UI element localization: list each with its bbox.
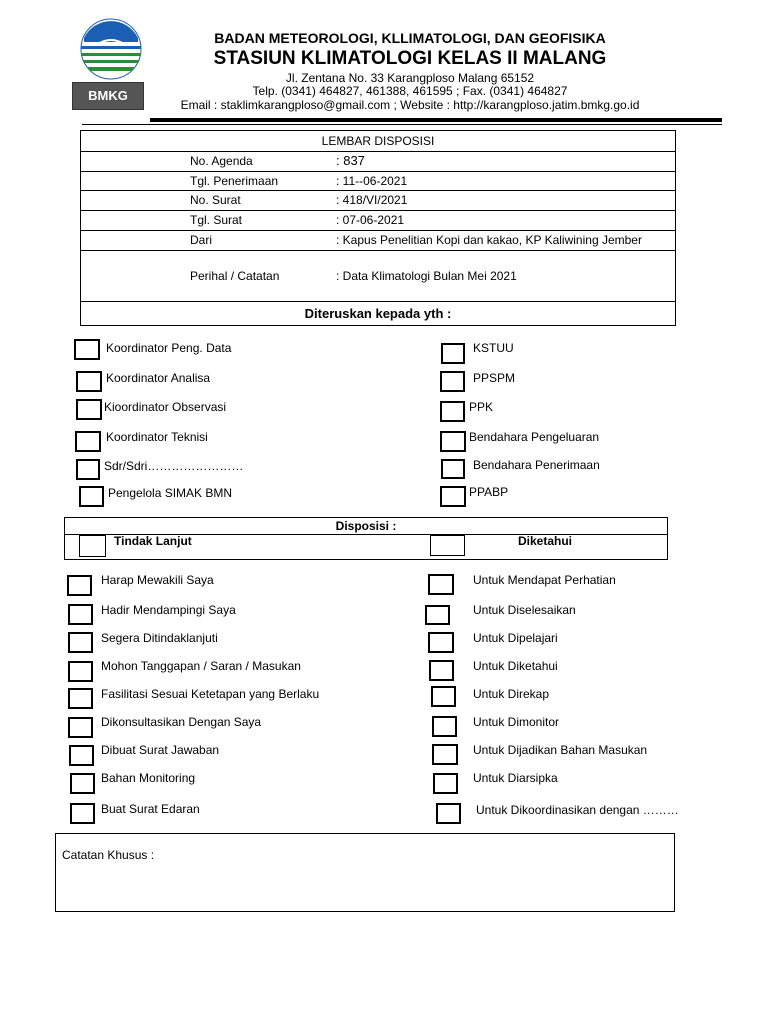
checkbox-action[interactable] <box>70 803 95 824</box>
info-box <box>80 130 676 326</box>
col-tindak-lanjut: Tindak Lanjut <box>114 534 192 548</box>
recipient-label: Koordinator Teknisi <box>106 430 208 444</box>
notes-label: Catatan Khusus : <box>62 848 155 862</box>
checkbox-action[interactable] <box>68 632 93 653</box>
action-label: Untuk Dimonitor <box>473 715 560 729</box>
checkbox-recipient[interactable] <box>440 371 465 392</box>
field-label-dari: Dari <box>190 233 213 247</box>
recipient-label: Kioordinator Observasi <box>104 400 227 414</box>
field-value-perihal: : Data Klimatologi Bulan Mei 2021 <box>336 269 517 283</box>
checkbox-action[interactable] <box>431 686 456 707</box>
field-label-perihal: Perihal / Catatan <box>190 269 280 283</box>
checkbox-recipient[interactable] <box>440 431 466 452</box>
forward-heading: Diteruskan kepada yth : <box>304 306 452 321</box>
recipient-label: Bendahara Pengeluaran <box>469 430 600 444</box>
field-label-penerimaan: Tgl. Penerimaan <box>190 174 279 188</box>
recipient-label: PPK <box>469 400 494 414</box>
field-value-dari: : Kapus Penelitian Kopi dan kakao, KP Kaliwining Jember <box>336 233 642 247</box>
checkbox-action[interactable] <box>68 661 93 682</box>
checkbox-action[interactable] <box>69 745 94 766</box>
form-title: LEMBAR DISPOSISI <box>321 134 435 148</box>
field-value-no-surat: : 418/VI/2021 <box>336 193 408 207</box>
org-name: BADAN METEOROLOGI, KLLIMATOLOGI, DAN GEOFISIKA <box>214 30 606 46</box>
action-label: Untuk Dikoordinasikan dengan ……… <box>476 803 679 817</box>
checkbox-recipient[interactable] <box>76 371 102 392</box>
checkbox-recipient[interactable] <box>74 339 100 360</box>
checkbox-action[interactable] <box>436 803 461 824</box>
checkbox-action[interactable] <box>68 604 93 625</box>
field-label-no-surat: No. Surat <box>190 193 241 207</box>
checkbox-recipient[interactable] <box>441 343 465 364</box>
checkbox-action[interactable] <box>68 688 93 709</box>
recipient-label: Koordinator Peng. Data <box>106 341 232 355</box>
recipient-label: PPSPM <box>473 371 516 385</box>
col-diketahui: Diketahui <box>518 534 573 548</box>
logo-plate <box>72 82 144 110</box>
action-label: Untuk Dipelajari <box>473 631 558 645</box>
header-rule-thin <box>82 124 722 125</box>
action-label: Untuk Dijadikan Bahan Masukan <box>473 743 648 757</box>
checkbox-action[interactable] <box>432 716 457 737</box>
checkbox-recipient[interactable] <box>75 431 101 452</box>
action-label: Untuk Direkap <box>473 687 550 701</box>
checkbox-action[interactable] <box>428 574 454 595</box>
row-divider <box>80 210 676 211</box>
row-divider <box>80 230 676 231</box>
action-label: Untuk Mendapat Perhatian <box>473 573 616 587</box>
checkbox-recipient[interactable] <box>76 459 100 480</box>
checkbox-recipient[interactable] <box>76 399 102 420</box>
action-label: Untuk Diselesaikan <box>473 603 576 617</box>
checkbox-action[interactable] <box>433 773 458 794</box>
checkbox-recipient[interactable] <box>79 486 104 507</box>
row-divider <box>80 151 676 152</box>
recipient-label: Koordinator Analisa <box>106 371 211 385</box>
recipient-label: KSTUU <box>473 341 514 355</box>
action-label: Segera Ditindaklanjuti <box>101 631 218 645</box>
action-label: Untuk Diketahui <box>473 659 558 673</box>
action-label: Mohon Tanggapan / Saran / Masukan <box>101 659 301 673</box>
action-label: Buat Surat Edaran <box>101 802 200 816</box>
row-divider <box>80 190 676 191</box>
action-label: Dibuat Surat Jawaban <box>101 743 220 757</box>
checkbox-action[interactable] <box>429 660 454 681</box>
recipient-label: Pengelola SIMAK BMN <box>108 486 233 500</box>
field-label-tgl-surat: Tgl. Surat <box>190 213 243 227</box>
action-label: Harap Mewakili Saya <box>101 573 214 587</box>
disposisi-heading: Disposisi : <box>335 519 397 533</box>
checkbox-recipient[interactable] <box>440 401 465 422</box>
field-value-tgl-surat: : 07-06-2021 <box>336 213 405 227</box>
field-label-agenda: No. Agenda <box>190 154 253 168</box>
contact-phone: Telp. (0341) 464827, 461388, 461595 ; Fax. (0341) 464827 <box>252 84 568 98</box>
action-label: Dikonsultasikan Dengan Saya <box>101 715 262 729</box>
row-divider <box>80 301 676 302</box>
row-divider <box>80 171 676 172</box>
recipient-label: Bendahara Penerimaan <box>473 458 600 472</box>
field-value-penerimaan: : 11--06-2021 <box>336 174 408 188</box>
checkbox-action[interactable] <box>67 575 92 596</box>
action-label: Fasilitasi Sesuai Ketetapan yang Berlaku <box>101 687 320 701</box>
action-label: Hadir Mendampingi Saya <box>101 603 236 617</box>
address: Jl. Zentana No. 33 Karangploso Malang 65152 <box>285 71 535 85</box>
checkbox-action[interactable] <box>428 632 454 653</box>
checkbox-action[interactable] <box>68 717 93 738</box>
field-value-agenda: : 837 <box>336 153 365 168</box>
contact-email: Email : staklimkarangploso@gmail.com ; Website : http://karangploso.jatim.bmkg.go.id <box>180 98 640 112</box>
checkbox-recipient[interactable] <box>440 486 466 507</box>
checkbox-action[interactable] <box>432 744 458 765</box>
checkbox-action[interactable] <box>70 773 95 794</box>
checkbox-tindak-lanjut[interactable] <box>79 535 106 557</box>
row-divider <box>80 250 676 251</box>
checkbox-recipient[interactable] <box>441 459 465 479</box>
checkbox-action[interactable] <box>425 605 450 625</box>
action-label: Bahan Monitoring <box>101 771 196 785</box>
bmkg-logo <box>78 16 144 112</box>
recipient-label: PPABP <box>469 485 509 499</box>
logo-text: BMKG <box>88 88 128 103</box>
notes-box[interactable] <box>55 833 675 912</box>
action-label: Untuk Diarsipka <box>473 771 558 785</box>
checkbox-diketahui[interactable] <box>430 535 465 556</box>
header-rule <box>150 118 722 122</box>
recipient-label: Sdr/Sdri…………………… <box>104 459 244 473</box>
station-name: STASIUN KLIMATOLOGI KELAS II MALANG <box>213 48 607 69</box>
